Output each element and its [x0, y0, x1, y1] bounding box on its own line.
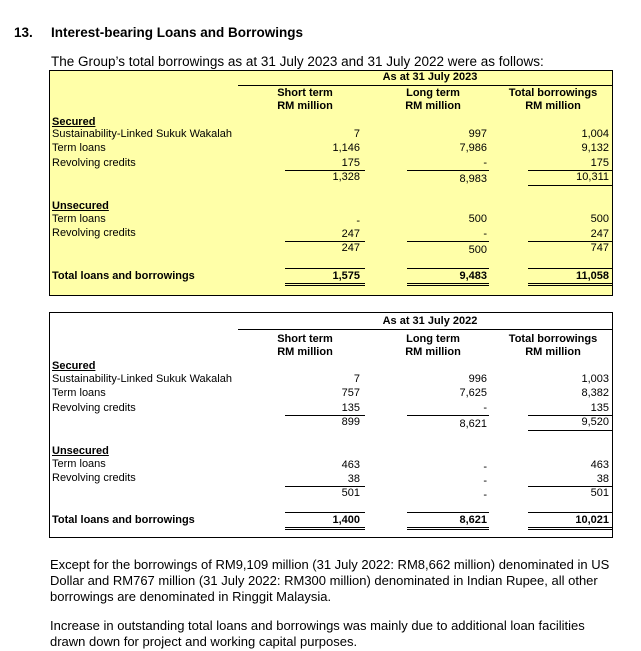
col-header-short-unit: RM million: [277, 346, 333, 358]
col-header-long-term: Long term: [406, 333, 460, 345]
col-header-total: Total borrowings: [508, 87, 598, 99]
period-header: As at 31 July 2023: [382, 71, 478, 83]
col-header-long-unit: RM million: [405, 346, 461, 358]
period-header: As at 31 July 2022: [382, 315, 478, 327]
col-header-total-unit: RM million: [525, 346, 581, 358]
col-header-short-term: Short term: [277, 87, 333, 99]
col-header-long-unit: RM million: [405, 100, 461, 112]
secured-label: Secured: [52, 116, 96, 128]
col-header-short-term: Short term: [277, 333, 333, 345]
section-title: Interest-bearing Loans and Borrowings: [51, 25, 304, 40]
secured-label: Secured: [52, 360, 96, 372]
col-header-short-unit: RM million: [277, 100, 333, 112]
col-header-total: Total borrowings: [508, 333, 598, 345]
intro-text: The Group’s total borrowings as at 31 July 2023 and 31 July 2022 were as follows:: [51, 54, 544, 69]
col-header-long-term: Long term: [406, 87, 460, 99]
note-paragraph-currency: Except for the borrowings of RM9,109 million (31 July 2022: RM8,662 million) denominated in US Dollar and RM767 million (31 July 2022: RM300 million) denominated in Indian Rupee, all other borrowings are denominated in Ringgit Malaysia.: [50, 557, 610, 604]
section-number: 13.: [14, 25, 33, 40]
unsecured-label: Unsecured: [52, 445, 109, 457]
borrowings-table-2023: As at 31 July 2023 Short term RM million Long term RM million Total borrowings RM million Secured Sustainability-Linked Sukuk Wakalah 7 997 1,004 Term loans 1,146 7,986 9,132 Revolving credits 175 - 175 1,328 8,983 10,311 Unsecured Term loans - 500 500 Revolving credits 247 - 247 247 500 747 Total loans and borrowings 1,575 9,483 11,058: [49, 70, 613, 296]
unsecured-label: Unsecured: [52, 200, 109, 212]
note-paragraph-increase: Increase in outstanding total loans and borrowings was mainly due to additional loan facilities drawn down for project and working capital purposes.: [50, 618, 585, 649]
col-header-total-unit: RM million: [525, 100, 581, 112]
borrowings-table-2022: As at 31 July 2022 Short term RM million Long term RM million Total borrowings RM million Secured Sustainability-Linked Sukuk Wakalah 7 996 1,003 Term loans 757 7,625 8,382 Revolving credits 135 - 135 899 8,621 9,520 Unsecured Term loans 463 - 463 Revolving credits 38 - 38 501 - 501 Total loans and borrowings 1,400 8,621 10,021: [49, 312, 613, 538]
